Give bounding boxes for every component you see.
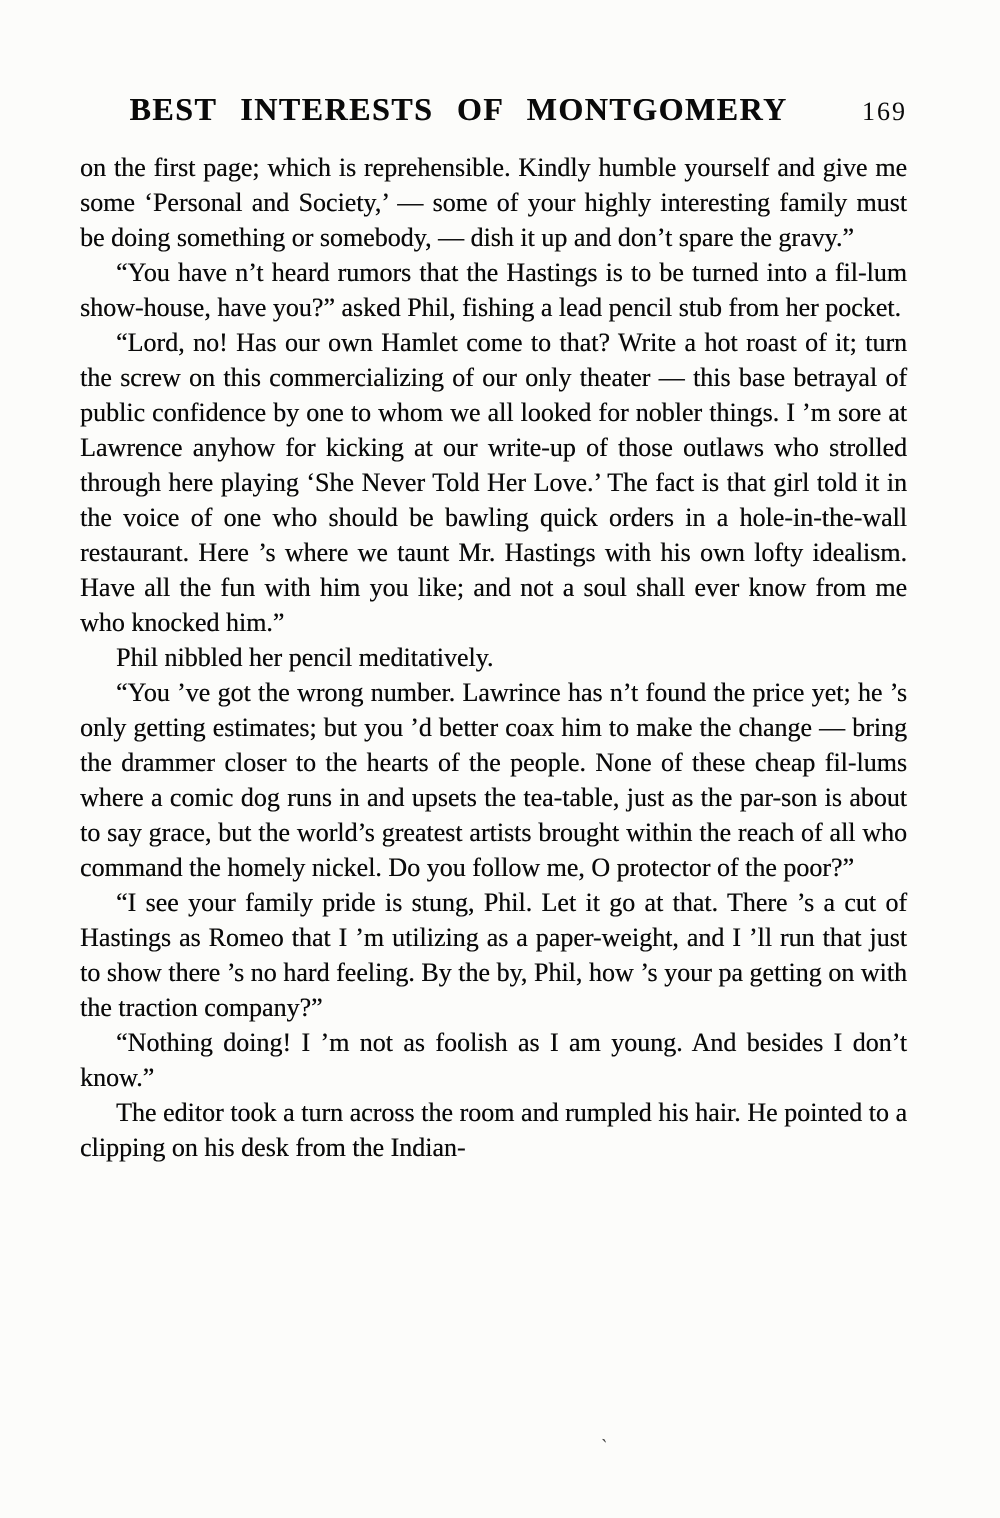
body-paragraph: “You ’ve got the wrong number. Lawrince has n’t found the price yet; he ’s only getting estimates; but you ’d better coax him to make the change — bring the drammer closer to the hearts of the people. None of these cheap fil-lums where a comic dog runs in and upsets the tea-table, just as the par-son is about to say grace, but the world’s greatest artists brought within the reach of all who command the homely nickel. Do you follow me, O protector of the poor?” (80, 678, 907, 882)
body-paragraph: “Lord, no! Has our own Hamlet come to that? Write a hot roast of it; turn the screw on this commercializing of our only theater — this base betrayal of public confidence by one to whom we all looked for nobler things. I ’m sore at Lawrence anyhow for kicking at our write-up of those outlaws who strolled through here playing ‘She Never Told Her Love.’ The fact is that girl told it in the voice of one who should be bawling quick orders in a hole-in-the-wall restaurant. Here ’s where we taunt Mr. Hastings with his own lofty idealism. Have all the fun with him you like; and not a soul shall ever know from me who knocked him.” (80, 328, 907, 637)
page-number: 169 (862, 97, 907, 126)
print-speck: ˋ (598, 1435, 609, 1459)
running-head-title: BEST INTERESTS OF MONTGOMERY (129, 91, 788, 127)
running-header (80, 86, 907, 128)
body-paragraph: “Nothing doing! I ’m not as foolish as I am young. And besides I don’t know.” (80, 1028, 907, 1092)
body-paragraph: “I see your family pride is stung, Phil. Let it go at that. There ’s a cut of Hastings as Romeo that I ’m utilizing as a paper-weight, and I ’ll run that just to show there ’s no hard feeling. By the by, Phil, how ’s your pa getting on with the traction company?” (80, 888, 907, 1022)
body-paragraph: The editor took a turn across the room and rumpled his hair. He pointed to a clipping on his desk from the Indian- (80, 1098, 907, 1162)
body-paragraph: on the first page; which is reprehensible. Kindly humble yourself and give me some ‘Personal and Society,’ — some of your highly interesting family must be doing something or somebody, — dish it up and don’t spare the gravy.” (80, 153, 907, 252)
page-text (80, 150, 907, 1165)
body-paragraph: Phil nibbled her pencil meditatively. (116, 643, 494, 672)
body-paragraph: “You have n’t heard rumors that the Hastings is to be turned into a fil-lum show-house, have you?” asked Phil, fishing a lead pencil stub from her pocket. (80, 258, 907, 322)
